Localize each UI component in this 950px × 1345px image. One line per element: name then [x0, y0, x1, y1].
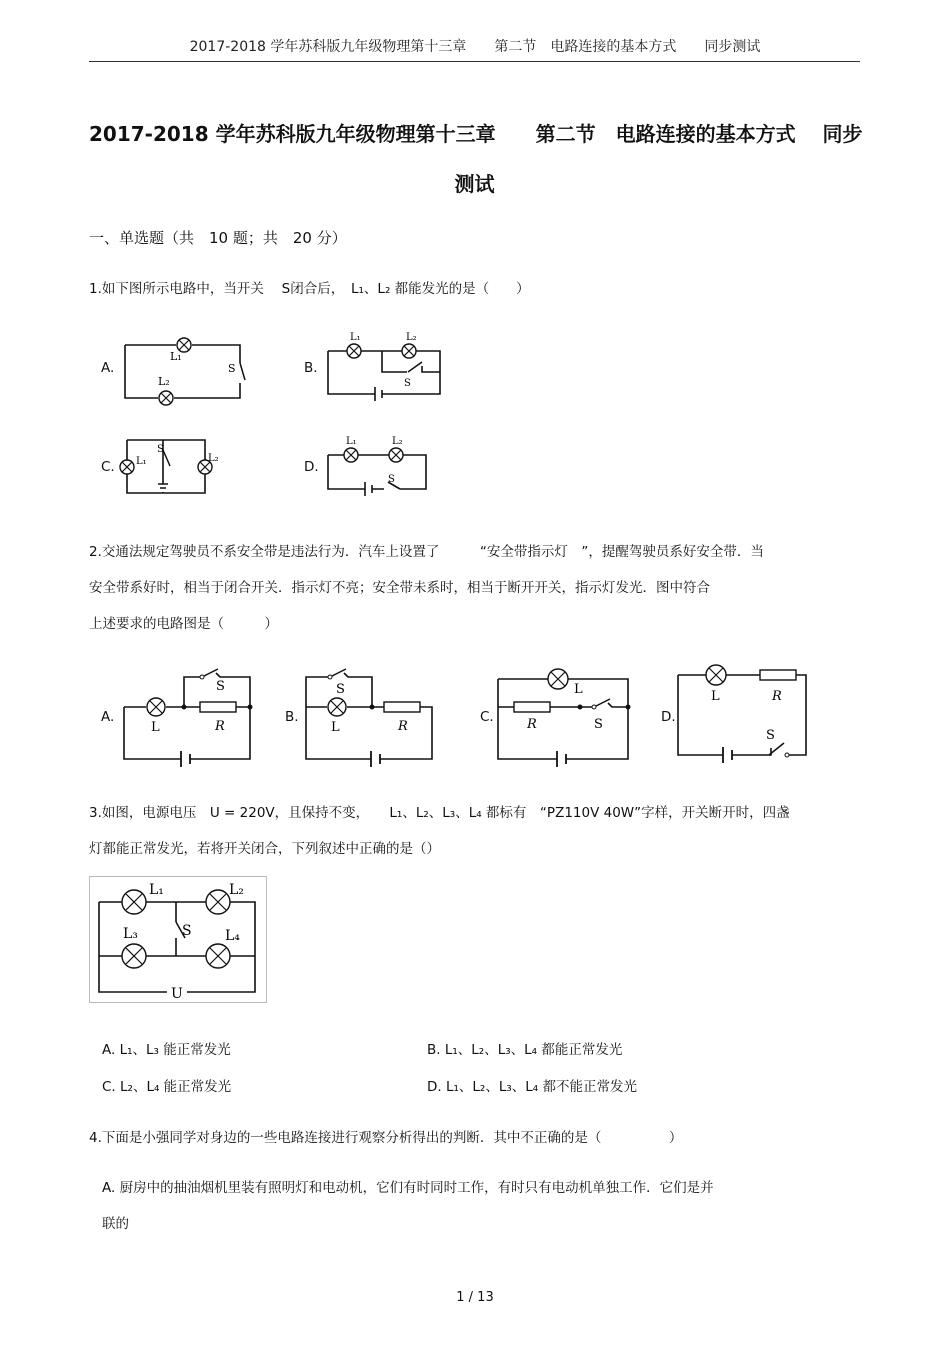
q2-line1: 2.交通法规定驾驶员不系安全带是违法行为．汽车上设置了 “安全带指示灯 ”，提醒驾驶员系好安全带．当	[89, 544, 764, 560]
q1-option-c-label: C.	[101, 459, 115, 475]
q1-circuit-c	[116, 430, 219, 500]
q2-circuit-c	[494, 655, 634, 775]
svg-text:L₂: L₂	[406, 332, 417, 343]
doc-title-line2: 测试	[454, 172, 495, 196]
q3-option-a: A. L₁、L₃ 能正常发光	[102, 1042, 231, 1058]
svg-text:L: L	[711, 689, 720, 704]
q2-option-c-label: C.	[480, 709, 494, 725]
q2-option-b-label: B.	[285, 709, 299, 725]
q2-option-a-label: A.	[101, 709, 115, 725]
q1-circuit-a	[118, 328, 258, 408]
svg-text:R: R	[215, 719, 225, 734]
q1-option-a-label: A.	[101, 360, 115, 376]
section-heading: 一、单选题（共 10 题；共 20 分）	[89, 229, 347, 247]
svg-text:L₁: L₁	[149, 882, 164, 898]
q1-circuit-b	[322, 330, 452, 400]
svg-text:R: R	[398, 719, 408, 734]
q1-circuit-d	[322, 432, 432, 496]
svg-text:S: S	[216, 679, 225, 694]
svg-text:S: S	[404, 378, 411, 389]
svg-text:L₂: L₂	[158, 375, 170, 388]
svg-text:L₂: L₂	[392, 436, 403, 447]
svg-text:S: S	[766, 728, 775, 743]
q1-option-b-label: B.	[304, 360, 318, 376]
svg-text:L₃: L₃	[123, 926, 138, 942]
svg-text:L: L	[331, 720, 340, 735]
q2-line3: 上述要求的电路图是（ ）	[89, 616, 278, 632]
header-divider	[89, 61, 860, 62]
svg-text:S: S	[594, 717, 603, 732]
q4-option-a-line1: A. 厨房中的抽油烟机里装有照明灯和电动机，它们有时同时工作，有时只有电动机单独工作．它们是并	[102, 1180, 714, 1196]
svg-text:U: U	[171, 986, 183, 1002]
svg-text:S: S	[388, 474, 395, 485]
q2-line2: 安全带系好时，相当于闭合开关．指示灯不亮；安全带未系时，相当于断开开关，指示灯发光．图中符合	[89, 580, 710, 596]
svg-text:L₄: L₄	[225, 928, 240, 944]
svg-text:S: S	[182, 923, 192, 939]
page-number: 1 / 13	[456, 1290, 494, 1305]
q3-option-b: B. L₁、L₂、L₃、L₄ 都能正常发光	[427, 1042, 623, 1058]
q3-option-c: C. L₂、L₄ 能正常发光	[102, 1079, 232, 1095]
svg-text:L₂: L₂	[208, 453, 219, 464]
svg-text:L: L	[574, 682, 583, 697]
svg-text:S: S	[157, 444, 164, 455]
q1-stem: 1.如下图所示电路中，当开关 S闭合后， L₁、L₂ 都能发光的是（ ）	[89, 281, 530, 297]
svg-text:L₁: L₁	[350, 332, 361, 343]
q4-option-a-line2: 联的	[102, 1216, 129, 1232]
svg-text:S: S	[228, 362, 236, 375]
q3-line2: 灯都能正常发光，若将开关闭合，下列叙述中正确的是（）	[89, 841, 440, 857]
q1-option-d-label: D.	[304, 459, 319, 475]
q2-circuit-a	[118, 655, 258, 775]
svg-text:L₁: L₁	[136, 456, 147, 467]
q4-stem: 4.下面是小强同学对身边的一些电路连接进行观察分析得出的判断．其中不正确的是（ ）	[89, 1130, 683, 1146]
page-header: 2017-2018 学年苏科版九年级物理第十三章 第二节 电路连接的基本方式 同步测试	[189, 39, 761, 55]
svg-text:S: S	[336, 682, 345, 697]
doc-title-line1: 2017-2018 学年苏科版九年级物理第十三章 第二节 电路连接的基本方式 同步	[89, 122, 863, 146]
q3-circuit	[89, 876, 269, 1004]
svg-text:R: R	[772, 689, 782, 704]
svg-text:L₁: L₁	[170, 350, 182, 363]
q3-line1: 3.如图，电源电压 U = 220V，且保持不变， L₁、L₂、L₃、L₄ 都标有 “PZ110V 40W”字样，开关断开时，四盏	[89, 805, 790, 821]
q2-option-d-label: D.	[661, 709, 676, 725]
svg-text:L: L	[151, 720, 160, 735]
q2-circuit-b	[300, 655, 440, 775]
q3-option-d: D. L₁、L₂、L₃、L₄ 都不能正常发光	[427, 1079, 638, 1095]
svg-text:L₁: L₁	[346, 436, 357, 447]
svg-text:L₂: L₂	[229, 882, 244, 898]
q2-circuit-d	[674, 655, 814, 775]
svg-text:R: R	[527, 717, 537, 732]
